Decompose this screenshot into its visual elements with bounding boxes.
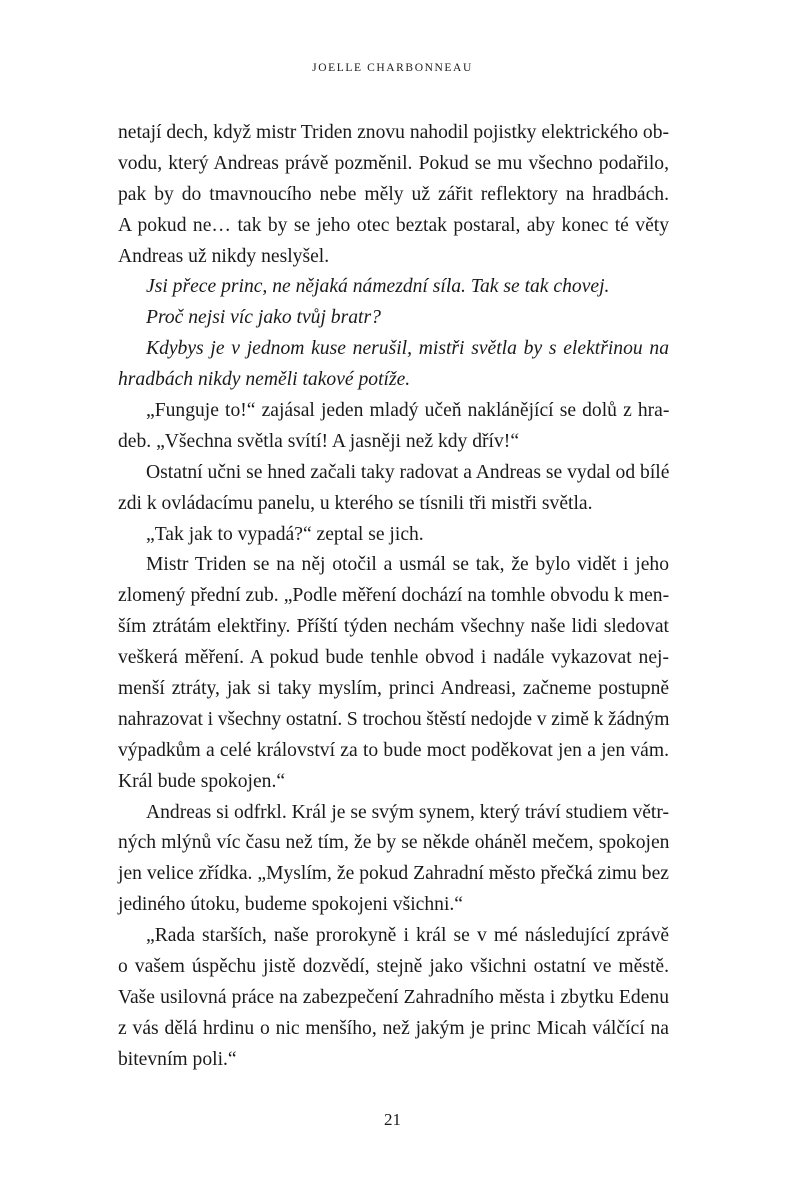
text-line: hradbách nikdy neměli takové potíže. [118,369,411,391]
text-line: pak by do tmavnoucího nebe měly už zářit reflektory na hradbách. [118,183,669,205]
text-line: výpadkům a celé království za to bude moct poděkovat jen a jen vám. [118,739,669,761]
text-line: Král bude spokojen.“ [118,770,286,792]
text-line: „Rada starších, naše prorokyně i král se v mé následující zprávě [146,925,670,947]
text-line: vodu, který Andreas právě pozměnil. Pokud se mu všechno podařilo, [118,152,669,174]
text-line: ším ztrátám elektřiny. Příští týden nechám všechny naše lidi sledovat [118,616,669,638]
page-number: 21 [384,1110,401,1129]
text-line: Proč nejsi víc jako tvůj bratr? [146,307,381,329]
text-line: zdi k ovládacímu panelu, u kterého se tísnili tři mistři světla. [118,492,593,514]
text-line: menší ztráty, jak si taky myslím, princi Andreasi, začneme postupně [118,678,670,700]
text-line: bitevním poli.“ [118,1048,237,1070]
text-line: veškerá měření. A pokud bude tenhle obvod i nadále vykazovat nej- [118,647,669,669]
text-line: nahrazovat i všechny ostatní. S trochou štěstí nedojde v zimě k žádným [118,708,670,730]
text-line: Andreas už nikdy neslyšel. [118,245,330,267]
text-line: Jsi přece princ, ne nějaká námezdní síla. Tak se tak chovej. [146,276,610,298]
text-line: Mistr Triden se na něj otočil a usmál se tak, že bylo vidět i jeho [146,554,669,576]
text-line: Ostatní učni se hned začali taky radovat a Andreas se vydal od bílé [146,461,670,483]
text-line: Andreas si odfrkl. Král je se svým synem, který tráví studiem větr- [146,801,669,823]
text-line: z vás dělá hrdinu o nic menšího, než jakým je princ Micah válčící na [118,1017,669,1039]
text-line: jen velice zřídka. „Myslím, že pokud Zahradní město přečká zimu bez [118,863,669,885]
text-line: Vaše usilovná práce na zabezpečení Zahradního města i zbytku Edenu [118,986,669,1008]
text-line: Kdybys je v jednom kuse nerušil, mistři světla by s elektřinou na [146,338,669,360]
text-line: o vašem úspěchu jistě dozvědí, stejně jako všichni ostatní ve městě. [118,956,669,978]
text-line: netají dech, když mistr Triden znovu nahodil pojistky elektrického ob- [118,122,669,143]
text-line: zlomený přední zub. „Podle měření dochází na tomhle obvodu k men- [118,585,670,607]
text-line: „Funguje to!“ zajásal jeden mladý učeň naklánějící se dolů z hra- [146,400,670,422]
text-line: deb. „Všechna světla svítí! A jasněji než kdy dřív!“ [118,430,520,452]
text-line: ných mlýnů víc času než tím, že by se někde oháněl mečem, spokojen [118,832,670,854]
text-line: „Tak jak to vypadá?“ zeptal se jich. [146,523,424,545]
running-head: JOELLE CHARBONNEAU [312,62,473,74]
text-line: jediného útoku, budeme spokojeni všichni.“ [118,894,464,916]
body-text [118,118,669,1076]
text-line: A pokud ne… tak by se jeho otec beztak postaral, aby konec té věty [118,214,670,236]
